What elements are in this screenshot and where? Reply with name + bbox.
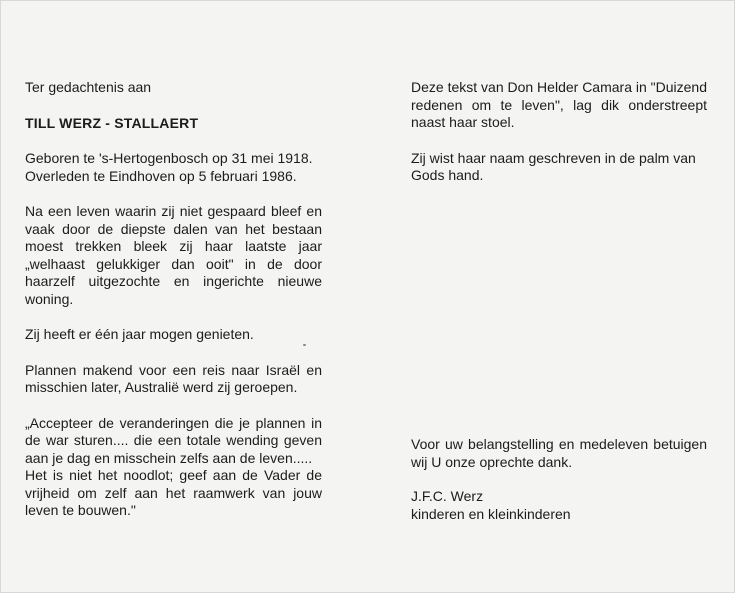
- plans-paragraph: Plannen makend voor een reis naar Israël en misschien later, Australië werd zij geroepen.: [25, 361, 322, 395]
- death-line: Overleden te Eindhoven op 5 februari 1986.: [25, 167, 297, 184]
- right-column: [411, 79, 707, 185]
- quote-part-2: Het is niet het noodlot; geef aan de Vader de vrijheid om zelf aan het raamwerk van jouw leven te bouwen.": [25, 467, 322, 518]
- palm-paragraph: Zij wist haar naam geschreven in de palm van Gods hand.: [411, 149, 696, 183]
- signature-family: kinderen en kleinkinderen: [411, 505, 571, 522]
- deceased-name: TILL WERZ - STALLAERT: [25, 114, 199, 131]
- enjoy-paragraph: Zij heeft er één jaar mogen genieten.: [25, 326, 254, 342]
- print-speck: [303, 344, 306, 346]
- signature-name: J.F.C. Werz: [411, 488, 484, 504]
- left-column: [25, 79, 322, 520]
- life-paragraph: Na een leven waarin zij niet gespaard bleef en vaak door de diepste dalen van het bestaan moest trekken bleek zij haar laatste jaar „welhaast gelukkiger dan ooit" in de door haarzelf uitgezochte en ingerichte nieuwe woning.: [25, 203, 322, 307]
- quote-part-1: „Accepteer de veranderingen die je plannen in de war sturen.... die een totale wending geven aan je dag en misschein zelfs aan de leven.....: [25, 414, 322, 466]
- birth-line: Geboren te 's-Hertogenbosch op 31 mei 1918.: [25, 150, 313, 166]
- source-paragraph: Deze tekst van Don Helder Camara in "Duizend redenen om te leven", lag dik onderstreept naast haar stoel.: [411, 79, 707, 130]
- thanks-paragraph: Voor uw belangstelling en medeleven betuigen wij U onze oprechte dank.: [411, 436, 707, 470]
- intro-line: Ter gedachtenis aan: [25, 79, 152, 95]
- thanks-block: [411, 436, 707, 523]
